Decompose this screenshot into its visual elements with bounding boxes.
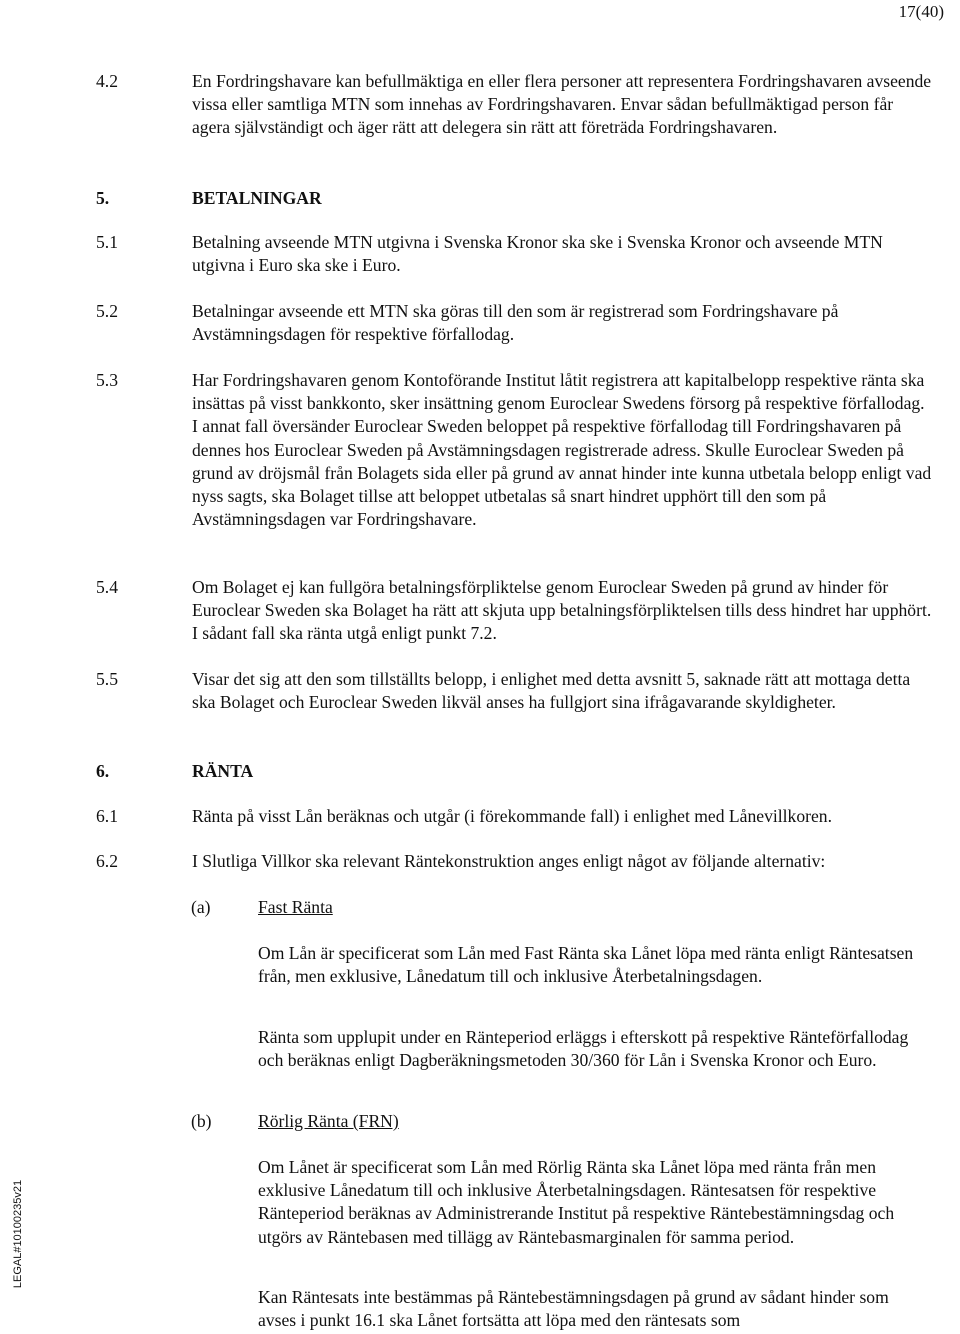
subsection-title: Rörlig Ränta (FRN) (258, 1111, 399, 1131)
subsection-paragraph: Ränta som upplupit under en Ränteperiod erläggs i efterskott på respektive Ränteförfallodag och beräknas enligt Dagberäkningsmetoden 30/360 för Lån i Svenska Kronor och Euro. (258, 1027, 909, 1071)
document-reference-code: LEGAL#10100235v21 (12, 1179, 24, 1289)
section-text: Betalningar avseende ett MTN ska göras till den som är registrerad som Fordringshavare på Avstämningsdagen för respektive förfallodag. (192, 301, 839, 345)
subsection-paragraph: Kan Räntesats inte bestämmas på Räntebestämningsdagen på grund av sådant hinder som avses i punkt 16.1 ska Lånet fortsätta att löpa med den räntesats som (258, 1287, 889, 1331)
subsection-title: Fast Ränta (258, 897, 333, 917)
section-text: Visar det sig att den som tillställts belopp, i enlighet med detta avsnitt 5, saknade rätt att mottaga detta ska Bolaget och Euroclear Sweden likväl anses ha fullgjort sina ifrågavarande skyldigheter. (192, 669, 911, 713)
section-text: Har Fordringshavaren genom Kontoförande Institut låtit registrera att kapitalbelopp respektive ränta ska insättas på visst bankkonto, sker insättning genom Euroclear Swedens försorg på respektive förfallodag. I annat fall översänder Euroclear Sweden beloppet på respektive förfallodag till Fordringshavaren på dennes hos Euroclear Sweden på Avstämningsdagen registrerade adress. Skulle Euroclear Sweden på grund av dröjsmål från Bolagets sida eller på grund av annat hinder inte kunna utbetala belopp enligt vad nyss sagts, ska Bolaget tillse att beloppet utbetalas så snart hindret upphört till den som på Avstämningsdagen var Fordringshavare. (192, 370, 932, 530)
section-number: 5.3 (96, 370, 118, 390)
section-number: 6.1 (96, 806, 118, 826)
section-text: Ränta på visst Lån beräknas och utgår (i förekommande fall) i enlighet med Lånevillkoren. (192, 806, 832, 826)
subsection-paragraph: Om Lån är specificerat som Lån med Fast Ränta ska Lånet löpa med ränta enligt Räntesatsen från, men exklusive, Lånedatum till och inklusive Återbetalningsdagen. (258, 943, 914, 987)
section-number: 5.2 (96, 301, 118, 321)
subsection-label: (b) (191, 1111, 212, 1131)
heading-number: 6. (96, 761, 110, 781)
section-number: 5.1 (96, 232, 118, 252)
section-text: Om Bolaget ej kan fullgöra betalningsförpliktelse genom Euroclear Sweden på grund av hinder för Euroclear Sweden ska Bolaget ha rätt att skjuta upp betalningsförpliktelsen tills dess hindret har upphört. I sådant fall ska ränta utgå enligt punkt 7.2. (192, 577, 932, 644)
section-text: Betalning avseende MTN utgivna i Svenska Kronor ska ske i Svenska Kronor och avseende MTN utgivna i Euro ska ske i Euro. (192, 232, 883, 276)
subsection-paragraph: Om Lånet är specificerat som Lån med Rörlig Ränta ska Lånet löpa med ränta från men exklusive Lånedatum till och inklusive Återbetalningsdagen. Räntesatsen för respektive Ränteperiod beräknas av Administrerande Institut på respektive Räntebestämningsdag och utgörs av Räntebasen med tillägg av Räntebasmarginalen för samma period. (258, 1157, 895, 1247)
section-number: 4.2 (96, 71, 118, 91)
section-number: 6.2 (96, 851, 118, 871)
subsection-label: (a) (191, 897, 211, 917)
section-number: 5.4 (96, 577, 118, 597)
section-text: En Fordringshavare kan befullmäktiga en eller flera personer att representera Fordringshavaren avseende vissa eller samtliga MTN som innehas av Fordringshavaren. Envar sådan befullmäktigad person får agera självständigt och äger rätt att delegera sin rätt att företräda Fordringshavaren. (192, 71, 932, 138)
heading-title: BETALNINGAR (192, 188, 322, 208)
section-text: I Slutliga Villkor ska relevant Räntekonstruktion anges enligt något av följande alternativ: (192, 851, 826, 871)
heading-number: 5. (96, 188, 110, 208)
section-number: 5.5 (96, 669, 118, 689)
heading-title: RÄNTA (192, 761, 254, 781)
page-number: 17(40) (898, 2, 944, 21)
